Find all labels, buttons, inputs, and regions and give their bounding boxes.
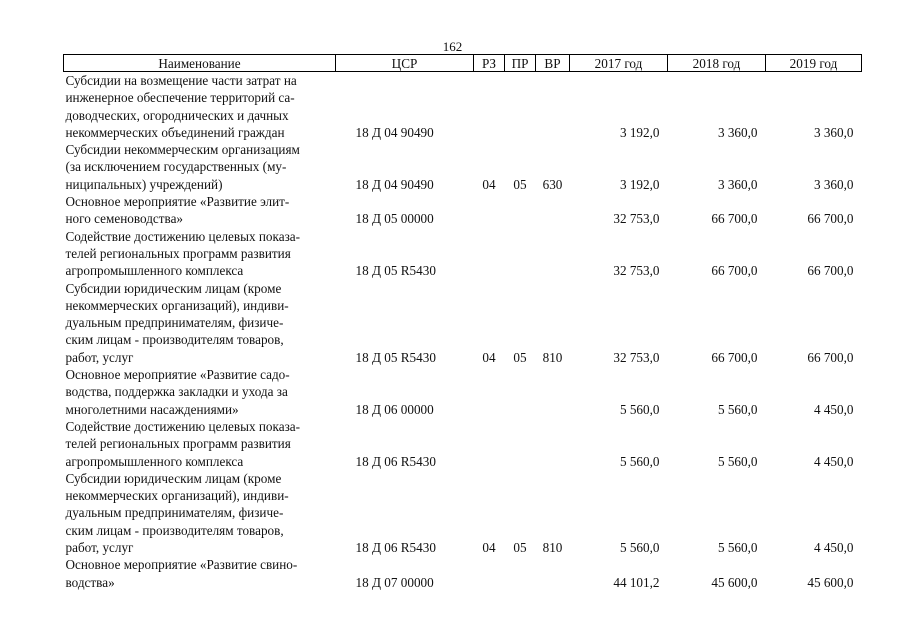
row-vr: 630 [542, 176, 563, 192]
row-value-2018: 66 700,0 [711, 263, 758, 279]
row-name-line: многолетними насаждениями» [65, 401, 239, 417]
row-value-2018: 3 360,0 [717, 176, 758, 192]
row-name-line: Субсидии юридическим лицам (кроме [65, 470, 282, 486]
row-value-2017: 32 753,0 [613, 349, 660, 365]
row-vr [536, 72, 570, 142]
row-pr [505, 366, 536, 418]
row-vr [536, 556, 570, 591]
row-name-line: некоммерческих организаций), индиви- [65, 488, 289, 504]
row-name-line: агропромышленного комплекса [65, 453, 244, 469]
row-value-2018: 5 560,0 [717, 401, 758, 417]
row-rz: 04 [482, 540, 496, 556]
header-csr: ЦСР [336, 55, 474, 72]
row-name-line: телей региональных программ развития [65, 436, 291, 452]
row-pr [505, 193, 536, 228]
row-name [64, 366, 336, 418]
table-body [64, 72, 862, 591]
row-value-2017: 5 560,0 [619, 453, 660, 469]
row-name [64, 228, 336, 280]
row-rz [474, 418, 505, 470]
table-row [64, 193, 862, 228]
row-csr: 18 Д 05 00000 [355, 211, 434, 227]
row-pr [505, 228, 536, 280]
row-name [64, 72, 336, 142]
budget-table [63, 54, 862, 591]
row-name-line: дуальным предпринимателям, физиче- [65, 315, 284, 331]
table-row [64, 470, 862, 556]
row-value-2017: 32 753,0 [613, 263, 660, 279]
row-value-2017: 5 560,0 [619, 401, 660, 417]
row-name [64, 556, 336, 591]
row-value-2017: 5 560,0 [619, 540, 660, 556]
row-rz: 04 [482, 349, 496, 365]
row-vr [536, 193, 570, 228]
row-rz [474, 228, 505, 280]
header-year-2018: 2018 год [668, 55, 766, 72]
row-name-line: ским лицам - производителям товаров, [65, 332, 284, 348]
row-vr [536, 366, 570, 418]
row-value-2018: 66 700,0 [711, 211, 758, 227]
header-vr: ВР [536, 55, 570, 72]
row-vr: 810 [542, 349, 563, 365]
row-name-line: агропромышленного комплекса [65, 263, 244, 279]
row-csr: 18 Д 06 00000 [355, 401, 434, 417]
row-csr: 18 Д 06 R5430 [355, 453, 436, 469]
row-value-2019: 3 360,0 [813, 124, 854, 140]
row-value-2019: 66 700,0 [807, 263, 854, 279]
header-year-2017: 2017 год [570, 55, 668, 72]
row-name-line: Основное мероприятие «Развитие элит- [65, 194, 290, 210]
row-name-line: дуальным предпринимателям, физиче- [65, 505, 284, 521]
row-value-2018: 45 600,0 [711, 574, 758, 590]
row-csr: 18 Д 04 90490 [355, 124, 434, 140]
header-rz: РЗ [474, 55, 505, 72]
row-name-line: доводческих, огороднических и дачных [65, 107, 289, 123]
row-value-2019: 45 600,0 [807, 574, 854, 590]
row-value-2019: 3 360,0 [813, 176, 854, 192]
row-value-2018: 5 560,0 [717, 540, 758, 556]
row-value-2019: 4 450,0 [813, 540, 854, 556]
row-pr [505, 72, 536, 142]
table-row [64, 72, 862, 142]
row-name-line: водства» [65, 574, 115, 590]
row-name-line: Субсидии на возмещение части затрат на [65, 73, 297, 88]
row-rz: 04 [482, 176, 496, 192]
row-pr: 05 [513, 176, 527, 192]
row-pr: 05 [513, 349, 527, 365]
row-name-line: инженерное обеспечение территорий са- [65, 90, 295, 106]
row-value-2019: 4 450,0 [813, 453, 854, 469]
row-csr: 18 Д 05 R5430 [355, 349, 436, 365]
row-rz [474, 193, 505, 228]
row-name-line: водства, поддержка закладки и ухода за [65, 384, 288, 400]
row-name-line: ским лицам - производителям товаров, [65, 522, 284, 538]
table-row [64, 418, 862, 470]
table-row [64, 556, 862, 591]
row-value-2018: 5 560,0 [717, 453, 758, 469]
row-pr [505, 556, 536, 591]
row-value-2019: 66 700,0 [807, 349, 854, 365]
row-name [64, 470, 336, 556]
row-pr: 05 [513, 540, 527, 556]
row-name-line: (за исключением государственных (му- [65, 159, 287, 175]
row-value-2017: 32 753,0 [613, 211, 660, 227]
header-pr: ПР [505, 55, 536, 72]
row-value-2018: 3 360,0 [717, 124, 758, 140]
row-pr [505, 418, 536, 470]
header-name: Наименование [64, 55, 336, 72]
row-name-line: Субсидии некоммерческим организациям [65, 142, 300, 158]
header-year-2019: 2019 год [766, 55, 862, 72]
row-name-line: работ, услуг [65, 540, 134, 556]
row-name [64, 141, 336, 193]
row-name-line: телей региональных программ развития [65, 245, 291, 261]
row-name-line: некоммерческих организаций), индиви- [65, 297, 289, 313]
row-csr: 18 Д 05 R5430 [355, 263, 436, 279]
row-name [64, 280, 336, 366]
row-name-line: Содействие достижению целевых показа- [65, 418, 301, 434]
row-rz [474, 72, 505, 142]
row-vr: 810 [542, 540, 563, 556]
row-name-line: работ, услуг [65, 349, 134, 365]
row-rz [474, 366, 505, 418]
table-row [64, 280, 862, 366]
row-rz [474, 556, 505, 591]
row-name-line: ного семеноводства» [65, 211, 184, 227]
page-number: 162 [442, 39, 463, 54]
row-csr: 18 Д 06 R5430 [355, 540, 436, 556]
row-csr: 18 Д 04 90490 [355, 176, 434, 192]
row-value-2019: 66 700,0 [807, 211, 854, 227]
row-name-line: Содействие достижению целевых показа- [65, 228, 301, 244]
table-row [64, 141, 862, 193]
row-vr [536, 418, 570, 470]
table-row [64, 228, 862, 280]
row-value-2017: 3 192,0 [619, 176, 660, 192]
row-csr: 18 Д 07 00000 [355, 574, 434, 590]
row-value-2018: 66 700,0 [711, 349, 758, 365]
row-name-line: ниципальных) учреждений) [65, 176, 223, 192]
row-name-line: Основное мероприятие «Развитие свино- [65, 557, 298, 573]
row-value-2017: 44 101,2 [613, 574, 660, 590]
row-value-2019: 4 450,0 [813, 401, 854, 417]
row-vr [536, 228, 570, 280]
row-name-line: Субсидии юридическим лицам (кроме [65, 280, 282, 296]
table-header [64, 55, 862, 72]
row-name-line: Основное мероприятие «Развитие садо- [65, 367, 290, 383]
table-row [64, 366, 862, 418]
row-name-line: некоммерческих объединений граждан [65, 124, 285, 140]
row-name [64, 193, 336, 228]
header-row [64, 55, 862, 72]
row-value-2017: 3 192,0 [619, 124, 660, 140]
row-name [64, 418, 336, 470]
